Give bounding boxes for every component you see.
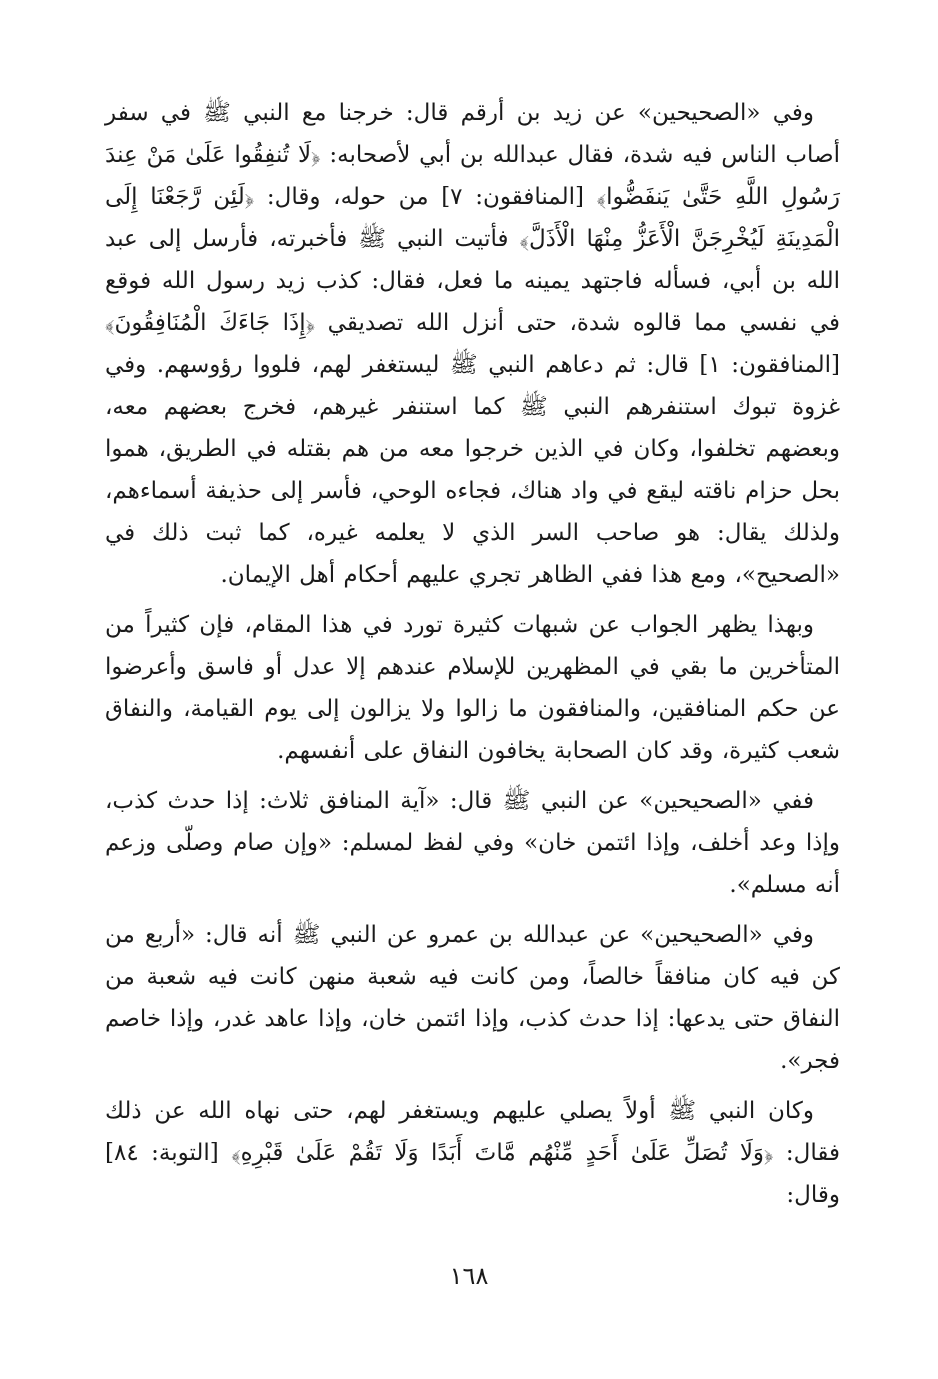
paragraph-4: وفي «الصحيحين» عن عبدالله بن عمرو عن النبي ﷺ أنه قال: «أربع من كن فيه كان منافقاً خالصاً، ومن كانت فيه شعبة منهن كانت فيه شعبة من النفاق حتى يدعها: إذا حدث كذب، وإذا ائتمن خان، وإذا عاهد غدر، وإذا خاصم فجر». (105, 922, 840, 1074)
page-number: ١٦٨ (449, 1262, 489, 1290)
page-body (105, 92, 840, 1224)
paragraph-1: وفي «الصحيحين» عن زيد بن أرقم قال: خرجنا مع النبي ﷺ في سفر أصاب الناس فيه شدة، فقال عبدالله بن أبي لأصحابه: ﴿لَا تُنفِقُوا عَلَىٰ مَنْ عِندَ رَسُولِ اللَّهِ حَتَّىٰ يَنفَضُّوا﴾ [المنافقون: ٧] من حوله، وقال: ﴿لَئِن رَّجَعْنَا إِلَى الْمَدِينَةِ لَيُخْرِجَنَّ الْأَعَزُّ مِنْهَا الْأَذَلَّ﴾ فأتيت النبي ﷺ فأخبرته، فأرسل إلى عبد الله بن أبي، فسأله فاجتهد يمينه ما فعل، فقال: كذب زيد رسول الله فوقع في نفسي مما قالوه شدة، حتى أنزل الله تصديقي ﴿إِذَا جَاءَكَ الْمُنَافِقُونَ﴾ [المنافقون: ١] قال: ثم دعاهم النبي ﷺ ليستغفر لهم، فلووا رؤوسهم. وفي غزوة تبوك استنفرهم النبي ﷺ كما استنفر غيرهم، فخرج بعضهم معه، وبعضهم تخلفوا، وكان في الذين خرجوا معه من هم بقتله في الطريق، هموا بحل حزام ناقته ليقع في واد هناك، فجاءه الوحي، فأسر إلى حذيفة أسماءهم، ولذلك يقال: هو صاحب السر الذي لا يعلمه غيره، كما ثبت ذلك في «الصحيح»، ومع هذا ففي الظاهر تجري عليهم أحكام أهل الإيمان. (105, 100, 841, 588)
paragraph-5: وكان النبي ﷺ أولاً يصلي عليهم ويستغفر لهم، حتى نهاه الله عن ذلك فقال: ﴿وَلَا تُصَلِّ عَلَىٰ أَحَدٍ مِّنْهُم مَّاتَ أَبَدًا وَلَا تَقُمْ عَلَىٰ قَبْرِهِ﴾ [التوبة: ٨٤] وقال: (105, 1098, 840, 1208)
paragraph-2: وبهذا يظهر الجواب عن شبهات كثيرة تورد في هذا المقام، فإن كثيراً من المتأخرين ما بقي في المظهرين للإسلام عندهم إلا عدل أو فاسق وأعرضوا عن حكم المنافقين، والمنافقون ما زالوا ولا يزالون إلى يوم القيامة، والنفاق شعب كثيرة، وقد كان الصحابة يخافون النفاق على أنفسهم. (105, 612, 840, 764)
paragraph-3: ففي «الصحيحين» عن النبي ﷺ قال: «آية المنافق ثلاث: إذا حدث كذب، وإذا وعد أخلف، وإذا ائتمن خان» وفي لفظ لمسلم: «وإن صام وصلّى وزعم أنه مسلم». (105, 788, 840, 898)
